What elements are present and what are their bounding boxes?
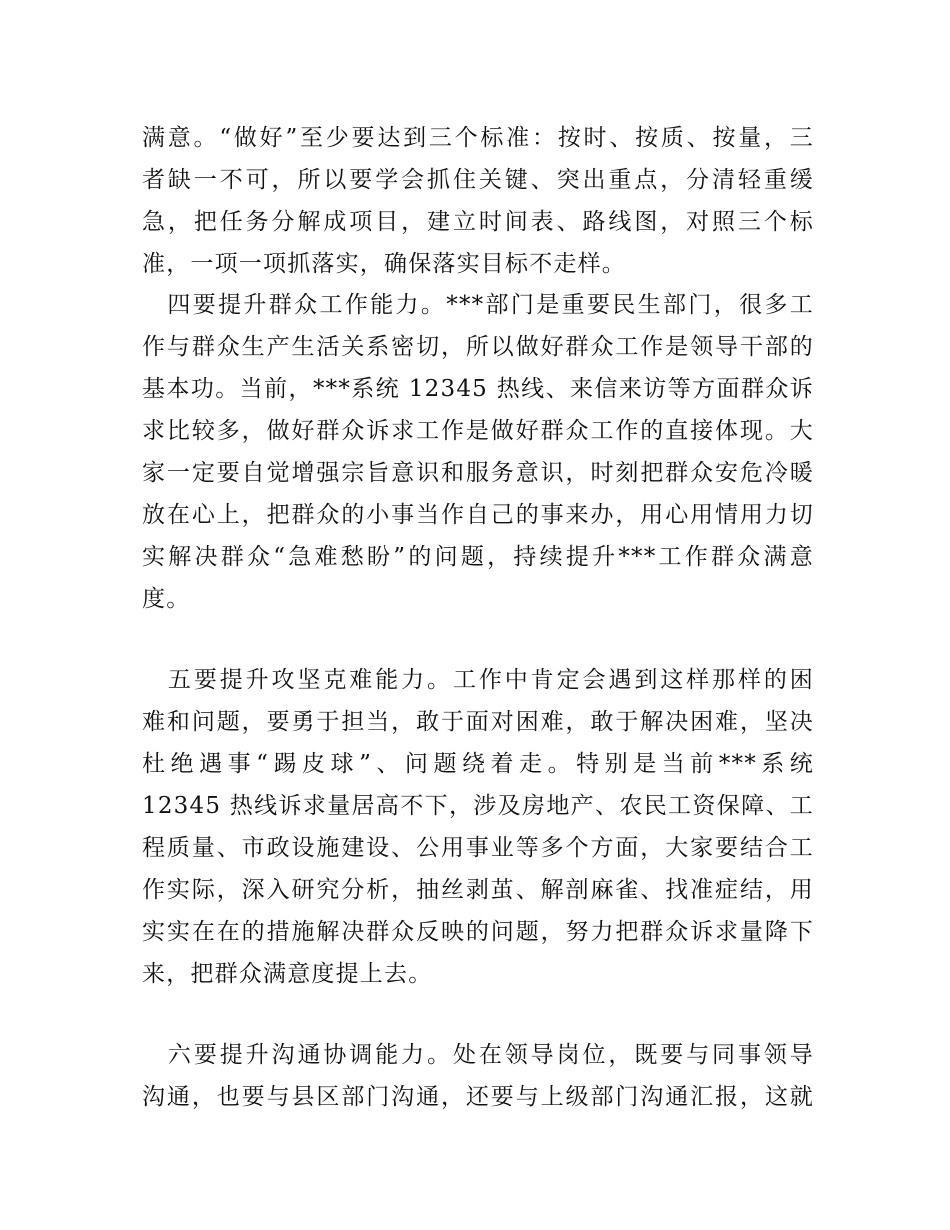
text-line: 五要提升攻坚克难能力。工作中肯定会遇到这样那样的困: [142, 667, 814, 693]
text-line: 基本功。当前，***系统 12345 热线、来信来访等方面群众诉: [142, 376, 814, 402]
text-line: 程质量、市政设施建设、公用事业等多个方面，大家要结合工: [142, 835, 814, 861]
text-line: 难和问题，要勇于担当，敢于面对困难，敢于解决困难，坚决: [142, 709, 814, 735]
paragraph-communication: [142, 1034, 814, 1118]
paragraph-standards: [142, 117, 814, 285]
paragraph-overcome-difficulties: [142, 659, 814, 995]
text-line: 沟通，也要与县区部门沟通，还要与上级部门沟通汇报，这就: [142, 1084, 814, 1110]
text-line: 放在心上，把群众的小事当作自己的事来办，用心用情用力切: [142, 502, 814, 528]
text-line: 六要提升沟通协调能力。处在领导岗位，既要与同事领导: [142, 1042, 814, 1068]
text-line: 实实在在的措施解决群众反映的问题，努力把群众诉求量降下: [142, 919, 814, 945]
text-line: 准，一项一项抓落实，确保落实目标不走样。: [142, 251, 626, 277]
text-line: 度。: [142, 586, 191, 612]
text-line: 12345 热线诉求量居高不下，涉及房地产、农民工资保障、工: [142, 793, 814, 819]
text-line: 来，把群众满意度提上去。: [142, 961, 433, 987]
text-line: 实解决群众“急难愁盼”的问题，持续提升***工作群众满意: [142, 544, 814, 570]
text-line: 满意。“做好”至少要达到三个标准：按时、按质、按量，三: [142, 125, 814, 151]
text-line: 者缺一不可，所以要学会抓住关键、突出重点，分清轻重缓: [142, 167, 814, 193]
text-line: 求比较多，做好群众诉求工作是做好群众工作的直接体现。大: [142, 418, 814, 444]
text-line: 家一定要自觉增强宗旨意识和服务意识，时刻把群众安危冷暖: [142, 460, 814, 486]
paragraph-mass-work: [142, 284, 814, 620]
text-line: 杜绝遇事“踢皮球”、问题绕着走。特别是当前***系统: [142, 751, 814, 777]
text-line: 急，把任务分解成项目，建立时间表、路线图，对照三个标: [142, 209, 814, 235]
text-line: 作与群众生产生活关系密切，所以做好群众工作是领导干部的: [142, 334, 814, 360]
text-line: 四要提升群众工作能力。***部门是重要民生部门，很多工: [142, 292, 814, 318]
text-line: 作实际，深入研究分析，抽丝剥茧、解剖麻雀、找准症结，用: [142, 877, 814, 903]
